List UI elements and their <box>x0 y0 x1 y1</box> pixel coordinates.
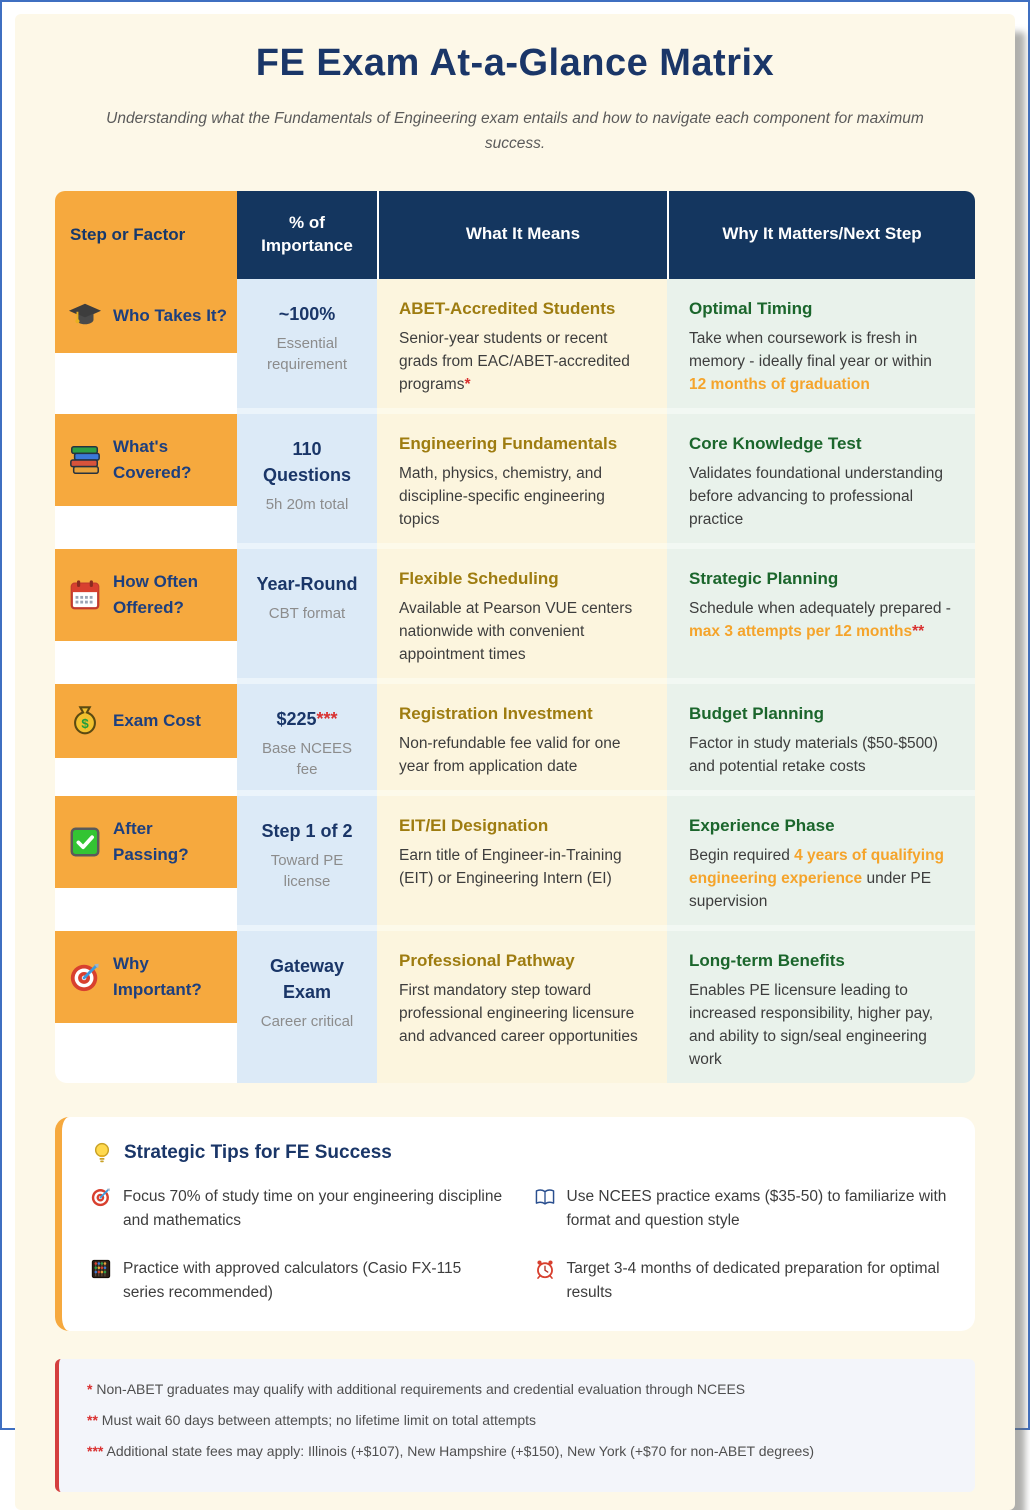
what-it-means-cell <box>377 931 667 1083</box>
means-heading: EIT/EI Designation <box>399 815 549 835</box>
factor-label: What's Covered? <box>113 436 192 482</box>
importance-subtext: 5h 20m total <box>265 495 349 513</box>
header-step-or-factor: Step or Factor <box>55 191 237 279</box>
header-what-it-means: What It Means <box>377 191 667 279</box>
importance-subtext: CBT format <box>268 604 346 622</box>
matters-heading: Long-term Benefits <box>689 950 845 970</box>
importance-subtext: Career critical <box>260 1012 354 1030</box>
page-subtitle: Understanding what the Fundamentals of Engineering exam entails and how to navigate each component for maximum success. <box>106 110 924 152</box>
importance-cell <box>237 796 377 931</box>
factor-cell <box>55 684 237 796</box>
calendar-icon <box>68 578 102 612</box>
graduation-cap-icon <box>68 299 102 333</box>
tip-text: Target 3-4 months of dedicated preparation for optimal results <box>566 1259 940 1301</box>
infographic-card <box>15 14 1015 1510</box>
table-row <box>55 549 975 684</box>
matters-heading: Core Knowledge Test <box>689 433 862 453</box>
table-header-row <box>55 191 975 279</box>
importance-cell <box>237 549 377 684</box>
factor-label: After Passing? <box>113 818 189 864</box>
table-row <box>55 796 975 931</box>
what-it-means-cell <box>377 796 667 931</box>
alarm-clock-icon <box>534 1258 556 1280</box>
factor-box <box>55 414 237 506</box>
page-title: FE Exam At-a-Glance Matrix <box>255 42 775 84</box>
fe-exam-matrix-table <box>55 191 975 1083</box>
what-it-means-cell <box>377 684 667 796</box>
matters-heading: Budget Planning <box>689 703 825 723</box>
why-it-matters-cell <box>667 279 975 414</box>
table-row <box>55 279 975 414</box>
table-row <box>55 414 975 549</box>
importance-value: ~100% <box>278 303 336 324</box>
importance-value: 110 Questions <box>262 438 351 485</box>
matters-heading: Strategic Planning <box>689 568 839 588</box>
factor-box <box>55 796 237 888</box>
means-heading: Professional Pathway <box>399 950 575 970</box>
factor-box <box>55 931 237 1023</box>
means-heading: ABET-Accredited Students <box>399 298 616 318</box>
importance-subtext: Base NCEES fee <box>261 739 353 778</box>
means-body: First mandatory step toward professional engineering licensure and advanced career opportunities <box>399 981 638 1045</box>
tip-text: Practice with approved calculators (Casio FX-115 series recommended) <box>123 1259 462 1301</box>
factor-cell <box>55 796 237 931</box>
tip-text: Use NCEES practice exams ($35-50) to familiarize with format and question style <box>566 1187 947 1229</box>
what-it-means-cell <box>377 279 667 414</box>
money-bag-icon <box>68 704 102 738</box>
books-stack-icon <box>68 443 102 477</box>
importance-value: Gateway Exam <box>269 955 345 1002</box>
means-heading: Flexible Scheduling <box>399 568 559 588</box>
footnote-mark: *** <box>87 1442 104 1459</box>
factor-label: Who Takes It? <box>113 305 227 325</box>
importance-cell <box>237 931 377 1083</box>
footnote-line <box>87 1410 947 1430</box>
lightbulb-icon <box>90 1141 114 1165</box>
why-it-matters-cell <box>667 931 975 1083</box>
footnote-mark: * <box>87 1380 93 1397</box>
tips-header <box>90 1141 947 1165</box>
matters-body: Validates foundational understanding before advancing to professional practice <box>689 464 943 528</box>
factor-cell <box>55 931 237 1083</box>
importance-value: Year-Round <box>256 573 358 594</box>
matters-heading: Experience Phase <box>689 815 835 835</box>
factor-label: How Often Offered? <box>113 571 198 617</box>
importance-value: $225*** <box>276 708 338 729</box>
factor-label: Exam Cost <box>113 710 201 730</box>
factor-box <box>55 279 237 353</box>
factor-label: Why Important? <box>113 953 202 999</box>
footnote-text: Additional state fees may apply: Illinois (+$107), New Hampshire (+$150), New York (+$70 for non-ABET degrees) <box>103 1442 814 1459</box>
means-heading: Engineering Fundamentals <box>399 433 618 453</box>
matters-body: Schedule when adequately prepared - max 3 attempts per 12 months** <box>689 599 951 640</box>
means-body: Available at Pearson VUE centers nationwide with convenient appointment times <box>399 599 633 663</box>
matters-heading: Optimal Timing <box>689 298 813 318</box>
factor-cell <box>55 279 237 414</box>
means-heading: Registration Investment <box>399 703 593 723</box>
matters-body: Begin required 4 years of qualifying engineering experience under PE supervision <box>689 846 945 910</box>
strategic-tips-card <box>55 1117 975 1331</box>
why-it-matters-cell <box>667 414 975 549</box>
importance-cell <box>237 414 377 549</box>
header-why-it-matters: Why It Matters/Next Step <box>667 191 975 279</box>
footnote-text: Must wait 60 days between attempts; no lifetime limit on total attempts <box>97 1411 536 1428</box>
factor-cell <box>55 414 237 549</box>
why-it-matters-cell <box>667 684 975 796</box>
footnote-line <box>87 1379 947 1399</box>
importance-subtext: Essential requirement <box>266 334 348 373</box>
table-row <box>55 931 975 1083</box>
target-icon <box>68 960 102 994</box>
abacus-icon <box>90 1258 112 1280</box>
matters-body: Factor in study materials ($50-$500) and potential retake costs <box>689 734 938 775</box>
means-body: Senior-year students or recent grads from EAC/ABET-accredited programs* <box>399 329 630 393</box>
what-it-means-cell <box>377 549 667 684</box>
factor-cell <box>55 549 237 684</box>
importance-value: Step 1 of 2 <box>261 820 353 841</box>
tip-text: Focus 70% of study time on your engineering discipline and mathematics <box>123 1187 503 1229</box>
means-body: Math, physics, chemistry, and discipline-specific engineering topics <box>399 464 605 528</box>
tip-item <box>90 1257 504 1305</box>
importance-subtext: Toward PE license <box>270 851 344 890</box>
matters-body: Take when coursework is fresh in memory - ideally final year or within 12 months of graduation <box>689 329 932 393</box>
importance-cell <box>237 279 377 414</box>
open-book-icon <box>534 1186 556 1208</box>
target-icon <box>90 1186 112 1208</box>
importance-cell <box>237 684 377 796</box>
footnote-mark: ** <box>87 1411 98 1428</box>
what-it-means-cell <box>377 414 667 549</box>
means-body: Earn title of Engineer-in-Training (EIT) or Engineering Intern (EI) <box>399 846 622 887</box>
table-row <box>55 684 975 796</box>
tip-item <box>90 1185 504 1233</box>
footnote-line <box>87 1441 947 1461</box>
tips-grid <box>90 1185 947 1305</box>
footnote-text: Non-ABET graduates may qualify with additional requirements and credential evaluation through NCEES <box>92 1380 746 1397</box>
tip-item <box>534 1185 948 1233</box>
checkbox-icon <box>68 825 102 859</box>
tips-title: Strategic Tips for FE Success <box>124 1141 392 1163</box>
header-importance: % of Importance <box>237 191 377 279</box>
matters-body: Enables PE licensure leading to increased responsibility, higher pay, and ability to sign/seal engineering work <box>689 981 934 1068</box>
means-body: Non-refundable fee valid for one year from application date <box>399 734 621 775</box>
factor-box <box>55 684 237 758</box>
why-it-matters-cell <box>667 796 975 931</box>
why-it-matters-cell <box>667 549 975 684</box>
factor-box <box>55 549 237 641</box>
footnotes-card <box>55 1359 975 1492</box>
tip-item <box>534 1257 948 1305</box>
